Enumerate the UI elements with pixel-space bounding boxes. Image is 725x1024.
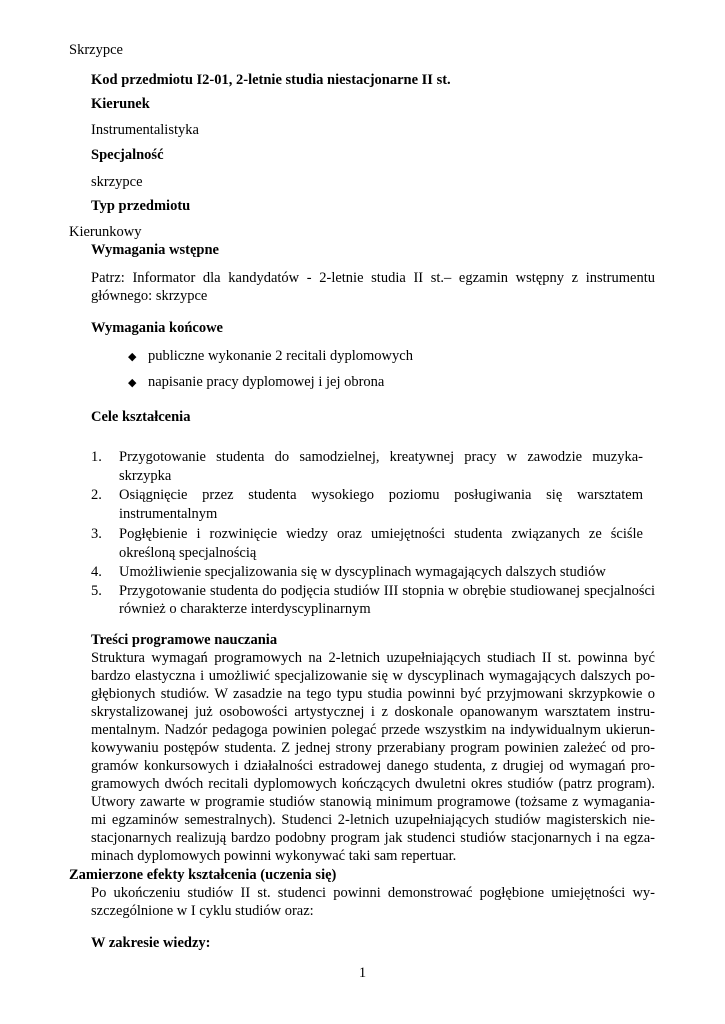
bullet-item: publiczne wykonanie 2 recitali dyplomowych — [148, 348, 413, 364]
list-text: instrumentalnym — [119, 506, 218, 522]
paragraph-line: mi egzaminów semestralnych). Studenci 2-letnich uzupełniających studiów magisterskich nie- — [91, 812, 655, 828]
diamond-icon: ◆ — [128, 351, 137, 363]
specjalnosc-label: Specjalność — [91, 147, 164, 163]
kierunek-label: Kierunek — [91, 96, 150, 112]
course-code: Kod przedmiotu I2-01, 2-letnie studia niestacjonarne II st. — [91, 72, 451, 88]
diamond-icon: ◆ — [128, 377, 137, 389]
subject-title: Skrzypce — [69, 42, 123, 58]
list-text: Umożliwienie specjalizowania się w dyscyplinach wymagających dalszych studiów — [119, 564, 606, 580]
list-text: Przygotowanie studenta do podjęcia studiów III stopnia w obrębie studiowanej specjalności — [119, 583, 655, 599]
paragraph-line: minach dyplomowych powinni wykonywać taki sam repertuar. — [91, 848, 457, 864]
list-text: Pogłębienie i rozwinięcie wiedzy oraz umiejętności studenta związanych ze ściśle — [119, 526, 643, 542]
list-number: 2. — [91, 487, 102, 503]
cele-label: Cele kształcenia — [91, 409, 191, 425]
efekty-line: szczególnione w I cyklu studiów oraz: — [91, 903, 314, 919]
paragraph-line: Struktura wymagań programowych na 2-letnich uzupełniających studiach II st. powinna być — [91, 650, 655, 666]
specjalnosc-value: skrzypce — [91, 174, 143, 190]
list-text: skrzypka — [119, 468, 172, 484]
wymagania-koncowe-label: Wymagania końcowe — [91, 320, 223, 336]
list-text: określoną specjalnością — [119, 545, 257, 561]
list-text: również o charakterze interdyscyplinarnym — [119, 601, 371, 617]
efekty-label: Zamierzone efekty kształcenia (uczenia się) — [69, 867, 337, 883]
paragraph-line: gramów konkursowych i działalności estradowej danego studenta, z drugiej od wymagań pro- — [91, 758, 655, 774]
bullet-item: napisanie pracy dyplomowej i jej obrona — [148, 374, 385, 390]
page-number: 1 — [358, 965, 367, 981]
list-text: Osiągnięcie przez studenta wysokiego poziomu posługiwania się warsztatem — [119, 487, 643, 503]
wymagania-wstepne-line: głównego: skrzypce — [91, 288, 208, 304]
wymagania-wstepne-line: Patrz: Informator dla kandydatów - 2-letnie studia II st.– egzamin wstępny z instrumentu — [91, 270, 655, 286]
paragraph-line: mentalnym. Nadzór pedagoga powinien polegać przede wszystkim na indywidualnym ukierun- — [91, 722, 655, 738]
paragraph-line: Utwory zawarte w programie studiów stanowią minimum programowe (tożsame z wymagania- — [91, 794, 655, 810]
paragraph-line: gramowych dwóch recitali dyplomowych kończących dwuletni okres studiów (patrz program). — [91, 776, 655, 792]
list-text: Przygotowanie studenta do samodzielnej, kreatywnej pracy w zawodzie muzyka- — [119, 449, 643, 465]
paragraph-line: kowywaniu postępów studenta. Z jednej strony przerabiany program powinien zależeć od pro- — [91, 740, 655, 756]
typ-value: Kierunkowy — [69, 224, 142, 240]
tresci-label: Treści programowe nauczania — [91, 632, 278, 648]
efekty-line: Po ukończeniu studiów II st. studenci powinni demonstrować pogłębione umiejętności wy- — [91, 885, 655, 901]
kierunek-value: Instrumentalistyka — [91, 122, 199, 138]
list-number: 3. — [91, 526, 102, 542]
list-number: 5. — [91, 583, 102, 599]
paragraph-line: bardzo elastyczna i umożliwić specjalizowanie się w dyscyplinach wymagających dalszych po- — [91, 668, 655, 684]
paragraph-line: stacjonarnych realizują bardzo podobny program jak studenci studiów stacjonarnych i na egza- — [91, 830, 655, 846]
list-number: 1. — [91, 449, 102, 465]
wiedza-label: W zakresie wiedzy: — [91, 935, 211, 951]
wymagania-wstepne-label: Wymagania wstępne — [91, 242, 219, 258]
paragraph-line: skrystalizowanej już osobowości artystycznej i z doskonale opanowanym warsztatem instru- — [91, 704, 655, 720]
list-number: 4. — [91, 564, 102, 580]
paragraph-line: głębionych studiów. W zasadzie na tego typu studia powinni być przyjmowani skrzypkowie o — [91, 686, 655, 702]
typ-label: Typ przedmiotu — [91, 198, 191, 214]
